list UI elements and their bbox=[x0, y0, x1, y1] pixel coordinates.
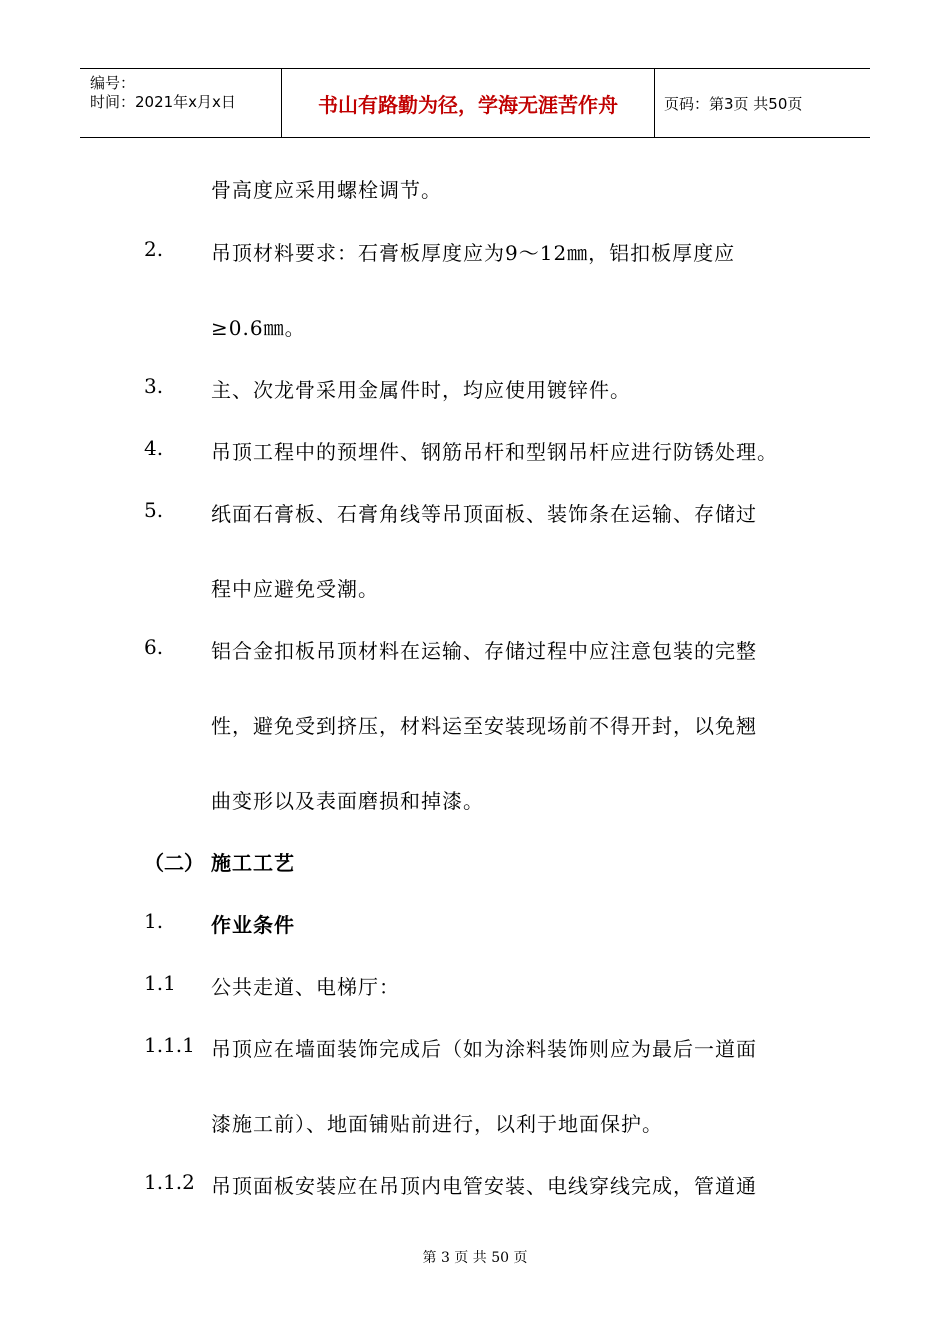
time-label: 时间：2021年x月x日 bbox=[90, 93, 236, 111]
body-line: 纸面石膏板、石膏角线等吊顶面板、装饰条在运输、存储过 bbox=[211, 502, 757, 526]
page-footer: 第 3 页 共 50 页 bbox=[422, 1250, 528, 1266]
body-line: 骨高度应采用螺栓调节。 bbox=[211, 178, 442, 202]
body-line: 公共走道、电梯厅： bbox=[211, 975, 400, 999]
body-line: 吊顶面板安装应在吊顶内电管安装、电线穿线完成，管道通 bbox=[211, 1174, 757, 1198]
body-line: ≥0.6㎜。 bbox=[211, 316, 306, 340]
item-number: 1.1.1 bbox=[144, 1033, 195, 1057]
body-line: 吊顶工程中的预埋件、钢筋吊杆和型钢吊杆应进行防锈处理。 bbox=[211, 440, 778, 464]
body-line: 漆施工前）、地面铺贴前进行，以利于地面保护。 bbox=[211, 1112, 663, 1136]
item-number: 6. bbox=[144, 635, 164, 659]
body-line: 曲变形以及表面磨损和掉漆。 bbox=[211, 789, 484, 813]
document-header bbox=[80, 68, 870, 138]
item-number: 1. bbox=[144, 909, 164, 933]
body-line: 程中应避免受潮。 bbox=[211, 577, 379, 601]
body-line: 主、次龙骨采用金属件时，均应使用镀锌件。 bbox=[211, 378, 631, 402]
body-line: 吊顶材料要求：石膏板厚度应为9～12㎜，铝扣板厚度应 bbox=[211, 241, 736, 265]
code-label: 编号： bbox=[90, 74, 136, 92]
header-motto-cell bbox=[282, 69, 655, 137]
section-heading: 施工工艺 bbox=[211, 851, 295, 875]
item-number: 4. bbox=[144, 436, 164, 460]
item-number: 1.1 bbox=[144, 971, 176, 995]
header-page-info: 页码：第3页 共50页 bbox=[664, 94, 803, 113]
body-line: 性，避免受到挤压，材料运至安装现场前不得开封，以免翘 bbox=[211, 714, 757, 738]
header-meta-cell bbox=[80, 69, 282, 137]
item-number: 3. bbox=[144, 374, 164, 398]
motto-text: 书山有路勤为径，学海无涯苦作舟 bbox=[318, 92, 618, 117]
subsection-heading: 作业条件 bbox=[211, 913, 295, 937]
item-number: 2. bbox=[144, 237, 164, 261]
item-number: 5. bbox=[144, 498, 164, 522]
body-line: 铝合金扣板吊顶材料在运输、存储过程中应注意包装的完整 bbox=[211, 639, 757, 663]
body-line: 吊顶应在墙面装饰完成后（如为涂料装饰则应为最后一道面 bbox=[211, 1037, 757, 1061]
item-number: 1.1.2 bbox=[144, 1170, 195, 1194]
section-number: （二） bbox=[144, 851, 204, 875]
